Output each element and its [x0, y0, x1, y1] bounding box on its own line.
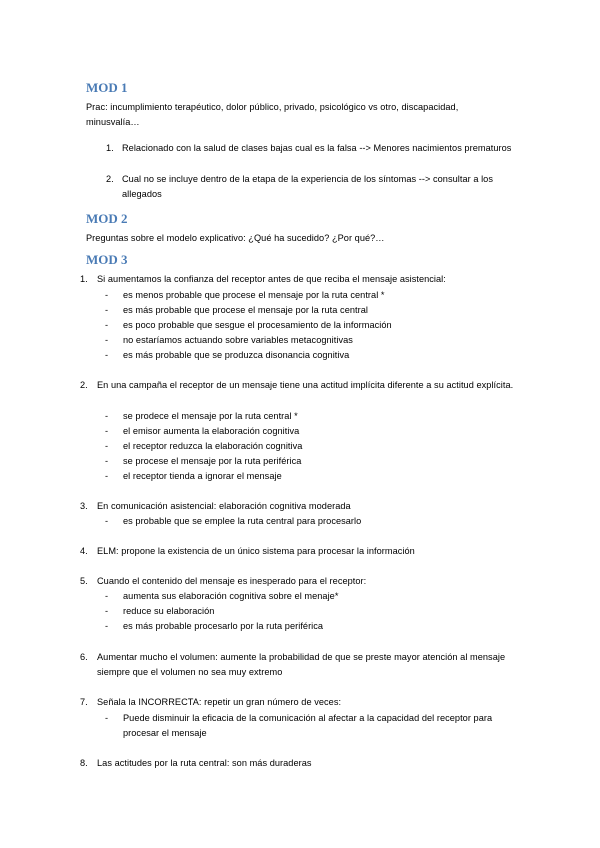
question-5-option-2: reduce su elaboración	[123, 606, 215, 616]
dash-icon: -	[105, 320, 109, 330]
dash-icon: -	[105, 305, 109, 315]
question-8-number: 8.	[80, 758, 88, 768]
question-1: Si aumentamos la confianza del receptor antes de que reciba el mensaje asistencial:	[97, 274, 446, 284]
question-1-option-5: es más probable que se produzca disonancia cognitiva	[123, 350, 350, 360]
question-5-option-3: es más probable procesarlo por la ruta periférica	[123, 621, 324, 631]
question-4: ELM: propone la existencia de un único sistema para procesar la información	[97, 546, 415, 556]
question-1-option-3: es poco probable que sesgue el procesamiento de la información	[123, 320, 392, 330]
mod1-item-2-number: 2.	[106, 174, 114, 184]
question-2-option-5: el receptor tienda a ignorar el mensaje	[123, 471, 282, 481]
question-1-number: 1.	[80, 274, 88, 284]
question-1-option-2: es más probable que procese el mensaje por la ruta central	[123, 305, 368, 315]
dash-icon: -	[105, 591, 109, 601]
dash-icon: -	[105, 516, 109, 526]
dash-icon: -	[105, 621, 109, 631]
mod1-heading: MOD 1	[86, 80, 128, 95]
mod2-intro: Preguntas sobre el modelo explicativo: ¿Qué ha sucedido? ¿Por qué?…	[86, 233, 385, 243]
question-1-option-4: no estaríamos actuando sobre variables metacognitivas	[123, 335, 353, 345]
question-2-option-1: se prodece el mensaje por la ruta central *	[123, 411, 298, 421]
question-3: En comunicación asistencial: elaboración cognitiva moderada	[97, 501, 351, 511]
question-5-number: 5.	[80, 576, 88, 586]
question-5-option-1: aumenta sus elaboración cognitiva sobre el menaje*	[123, 591, 339, 601]
mod1-item-1-number: 1.	[106, 143, 114, 153]
dash-icon: -	[105, 456, 109, 466]
question-7: Señala la INCORRECTA: repetir un gran número de veces:	[97, 697, 342, 707]
mod1-item-1: Relacionado con la salud de clases bajas cual es la falsa --> Menores nacimientos prematuros	[122, 143, 512, 153]
dash-icon: -	[105, 335, 109, 345]
dash-icon: -	[105, 426, 109, 436]
question-6: Aumentar mucho el volumen: aumente la probabilidad de que se preste mayor atención al mensaje siempre que el volumen no sea muy extremo	[97, 652, 506, 677]
question-7-number: 7.	[80, 697, 88, 707]
question-5: Cuando el contenido del mensaje es inesperado para el receptor:	[97, 576, 367, 586]
dash-icon: -	[105, 290, 109, 300]
dash-icon: -	[105, 713, 109, 723]
question-2: En una campaña el receptor de un mensaje tiene una actitud implícita diferente a su actitud explícita.	[97, 380, 514, 390]
question-2-number: 2.	[80, 380, 88, 390]
dash-icon: -	[105, 350, 109, 360]
question-4-number: 4.	[80, 546, 88, 556]
question-3-option-1: es probable que se emplee la ruta central para procesarlo	[123, 516, 362, 526]
question-7-option-1: Puede disminuir la eficacia de la comunicación al afectar a la capacidad del receptor para procesar el mensaje	[123, 713, 493, 738]
dash-icon: -	[105, 471, 109, 481]
question-2-option-2: el emisor aumenta la elaboración cognitiva	[123, 426, 300, 436]
dash-icon: -	[105, 411, 109, 421]
mod1-item-2: Cual no se incluye dentro de la etapa de la experiencia de los síntomas --> consultar a los allegados	[122, 174, 493, 199]
question-1-option-1: es menos probable que procese el mensaje por la ruta central *	[123, 290, 385, 300]
question-8: Las actitudes por la ruta central: son más duraderas	[97, 758, 312, 768]
mod2-heading: MOD 2	[86, 211, 128, 226]
mod3-heading: MOD 3	[86, 252, 128, 267]
question-3-number: 3.	[80, 501, 88, 511]
mod1-intro: Prac: incumplimiento terapéutico, dolor público, privado, psicológico vs otro, discapacidad, minusvalía…	[86, 102, 459, 127]
dash-icon: -	[105, 606, 109, 616]
dash-icon: -	[105, 441, 109, 451]
question-6-number: 6.	[80, 652, 88, 662]
question-2-option-4: se procese el mensaje por la ruta periférica	[123, 456, 302, 466]
question-2-option-3: el receptor reduzca la elaboración cognitiva	[123, 441, 303, 451]
